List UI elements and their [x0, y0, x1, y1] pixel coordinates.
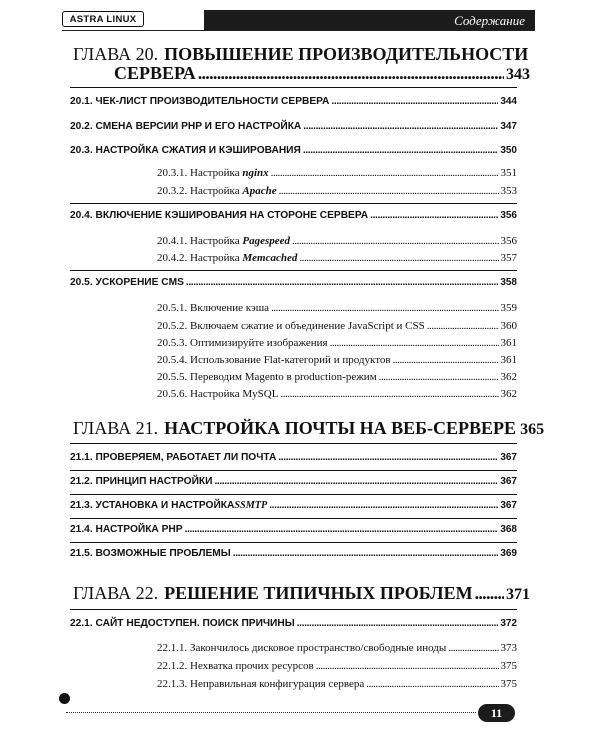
section-rule [70, 470, 517, 471]
chapter-21-title: ГЛАВА 21. НАСТРОЙКА ПОЧТЫ НА ВЕБ-СЕРВЕРЕ 365 [73, 418, 545, 438]
page-number: 11 [478, 704, 515, 722]
chapter-21-rule [70, 443, 517, 444]
toc-sub-20-3-1: 20.3.1. Настройка nginx . . . 351 [157, 167, 517, 179]
toc-sub-22-1-1: 22.1.1. Закончилось дисковое пространство/свободные иноды . . . 373 [157, 642, 517, 654]
toc-section-20-1: 20.1. ЧЕК-ЛИСТ ПРОИЗВОДИТЕЛЬНОСТИ СЕРВЕРА . . . 344 [70, 96, 517, 107]
chapter-20-title: ГЛАВА 20. ПОВЫШЕНИЕ ПРОИЗВОДИТЕЛЬНОСТИ [73, 44, 529, 64]
chapter-22-rule [70, 609, 517, 610]
toc-section-21-5: 21.5. ВОЗМОЖНЫЕ ПРОБЛЕМЫ . . . 369 [70, 548, 517, 559]
header-rule [62, 30, 535, 31]
footer-bullet-icon [59, 693, 70, 704]
section-rule [70, 518, 517, 519]
toc-section-22-1: 22.1. САЙТ НЕДОСТУПЕН. ПОИСК ПРИЧИНЫ . . . 372 [70, 618, 517, 629]
toc-sub-22-1-2: 22.1.2. Нехватка прочих ресурсов . . . 375 [157, 660, 517, 672]
toc-sub-20-5-5: 20.5.5. Переводим Magento в production-режим . . . 362 [157, 371, 517, 383]
toc-section-21-1: 21.1. ПРОВЕРЯЕМ, РАБОТАЕТ ЛИ ПОЧТА . . . 367 [70, 452, 517, 463]
toc-sub-20-4-1: 20.4.1. Настройка Pagespeed . . . 356 [157, 235, 517, 247]
chapter-20-title-cont: СЕРВЕРА . . . 343 [114, 63, 530, 84]
chapter-22-page: 371 [506, 586, 530, 603]
chapter-22-title: ГЛАВА 22. РЕШЕНИЕ ТИПИЧНЫХ ПРОБЛЕМ . . . 371 [73, 583, 530, 604]
toc-section-21-4: 21.4. НАСТРОЙКА PHP . . . 368 [70, 524, 517, 535]
section-rule [70, 270, 517, 271]
toc-sub-20-3-2: 20.3.2. Настройка Apache . . . 353 [157, 185, 517, 197]
running-header: Содержание [204, 10, 535, 31]
toc-section-21-2: 21.2. ПРИНЦИП НАСТРОЙКИ . . . 367 [70, 476, 517, 487]
toc-section-20-5: 20.5. УСКОРЕНИЕ CMS . . . 358 [70, 277, 517, 288]
toc-sub-20-4-2: 20.4.2. Настройка Memcached . . . 357 [157, 252, 517, 264]
toc-section-20-3: 20.3. НАСТРОЙКА СЖАТИЯ И КЭШИРОВАНИЯ . . . 350 [70, 145, 517, 156]
toc-sub-20-5-1: 20.5.1. Включение кэша . . . 359 [157, 302, 517, 314]
chapter-20-rule [70, 87, 517, 88]
toc-sub-22-1-3: 22.1.3. Неправильная конфигурация сервера . . . 375 [157, 678, 517, 690]
brand-logo: ASTRA LINUX [62, 11, 144, 27]
toc-sub-20-5-6: 20.5.6. Настройка MySQL . . . 362 [157, 388, 517, 400]
toc-sub-20-5-3: 20.5.3. Оптимизируйте изображения . . . 361 [157, 337, 517, 349]
toc-section-20-4: 20.4. ВКЛЮЧЕНИЕ КЭШИРОВАНИЯ НА СТОРОНЕ СЕРВЕРА . . . 356 [70, 210, 517, 221]
chapter-20-page: 343 [506, 66, 530, 83]
toc-section-21-3: 21.3. УСТАНОВКА И НАСТРОЙКА SSMTP . . . 367 [70, 500, 517, 511]
chapter-21-page: 365 [520, 421, 545, 438]
section-rule [70, 542, 517, 543]
toc-sub-20-5-4: 20.5.4. Использование Flat-категорий и продуктов . . . 361 [157, 354, 517, 366]
footer-rule [66, 712, 476, 713]
toc-sub-20-5-2: 20.5.2. Включаем сжатие и объединение JavaScript и CSS . . . 360 [157, 320, 517, 332]
toc-section-20-2: 20.2. СМЕНА ВЕРСИИ PHP И ЕГО НАСТРОЙКА . . . 347 [70, 121, 517, 132]
section-rule [70, 203, 517, 204]
section-rule [70, 494, 517, 495]
